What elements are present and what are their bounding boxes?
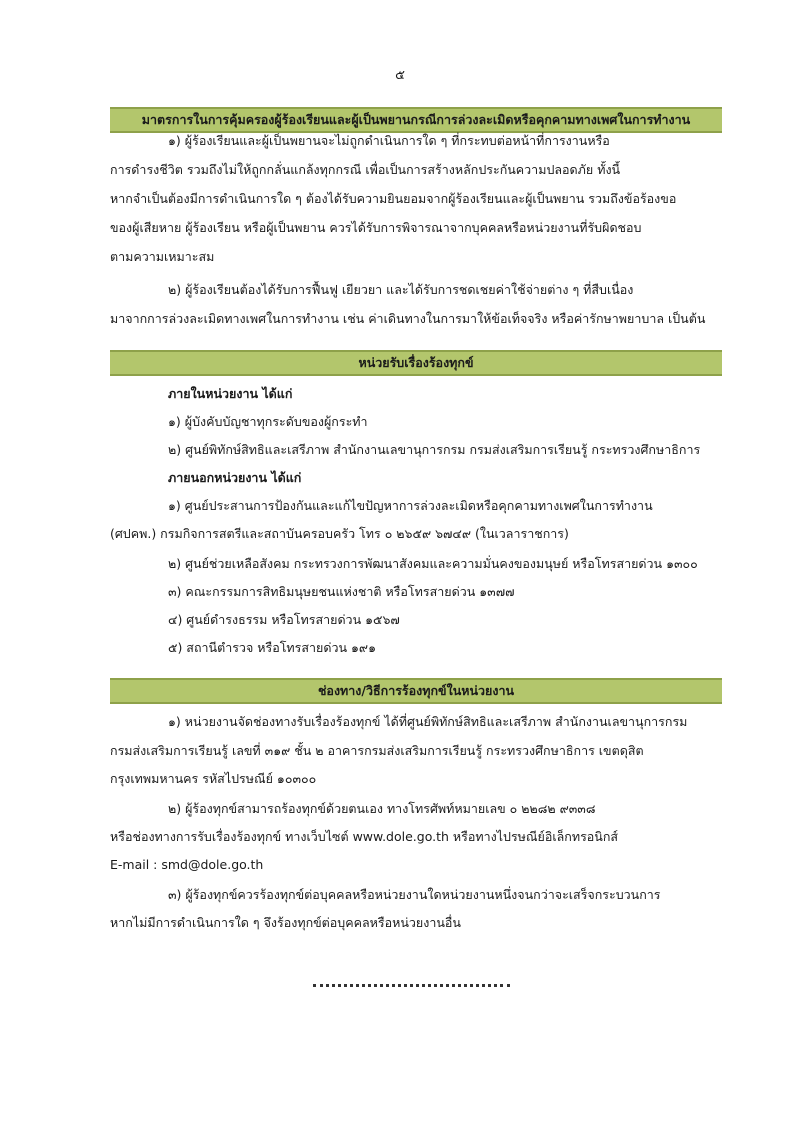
paragraph-line: การดำรงชีวิต รวมถึงไม่ให้ถูกกลั่นแกล้งทุกกรณี เพื่อเป็นการสร้างหลักประกันความปลอดภัย ทั้งนี้ [110, 162, 621, 177]
paragraph-line: ๑) ผู้ร้องเรียนและผู้เป็นพยานจะไม่ถูกดำเนินการใด ๆ ที่กระทบต่อหน้าที่การงานหรือ [168, 133, 610, 148]
email-line: E-mail : smd@dole.go.th [110, 857, 264, 872]
internal-heading: ภายในหน่วยงาน ได้แก่ [168, 386, 293, 401]
paragraph-line: กรุงเทพมหานคร รหัสไปรษณีย์ ๑๐๓๐๐ [110, 771, 317, 786]
list-item: ๑) ผู้บังคับบัญชาทุกระดับของผู้กระทำ [168, 414, 368, 429]
end-divider [313, 984, 510, 987]
paragraph-line: ๑) หน่วยงานจัดช่องทางรับเรื่องร้องทุกข์ ได้ที่ศูนย์พิทักษ์สิทธิและเสรีภาพ สำนักงานเลขานุการกรม [168, 714, 688, 729]
list-item: ๔) ศูนย์ดำรงธรรม หรือโทรสายด่วน ๑๕๖๗ [168, 612, 400, 627]
list-item: ๕) สถานีตำรวจ หรือโทรสายด่วน ๑๙๑ [168, 640, 377, 655]
paragraph-line: กรมส่งเสริมการเรียนรู้ เลขที่ ๓๑๙ ชั้น ๒ อาคารกรมส่งเสริมการเรียนรู้ กระทรวงศึกษาธิการ เขตดุสิต [110, 743, 644, 758]
paragraph-line: ๓) ผู้ร้องทุกข์ควรร้องทุกข์ต่อบุคคลหรือหน่วยงานใดหน่วยงานหนึ่งจนกว่าจะเสร็จกระบวนการ [168, 887, 661, 902]
list-item: ๑) ศูนย์ประสานการป้องกันและแก้ไขปัญหาการล่วงละเมิดหรือคุกคามทางเพศในการทำงาน [168, 498, 653, 513]
external-heading: ภายนอกหน่วยงาน ได้แก่ [168, 470, 302, 485]
section-header-complaint-units: หน่วยรับเรื่องร้องทุกข์ [110, 350, 722, 376]
list-item: ๒) ศูนย์ช่วยเหลือสังคม กระทรวงการพัฒนาสังคมและความมั่นคงของมนุษย์ หรือโทรสายด่วน ๑๓๐๐ [168, 556, 698, 571]
page-number: ๕ [395, 68, 405, 83]
section-header-complaint-channels: ช่องทาง/วิธีการร้องทุกข์ในหน่วยงาน [110, 678, 722, 704]
paragraph-line: ของผู้เสียหาย ผู้ร้องเรียน หรือผู้เป็นพยาน ควรได้รับการพิจารณาจากบุคคลหรือหน่วยงานที่รับผิดชอบ [110, 220, 642, 235]
list-item: ๓) คณะกรรมการสิทธิมนุษยชนแห่งชาติ หรือโทรสายด่วน ๑๓๗๗ [168, 584, 515, 599]
paragraph-line: ตามความเหมาะสม [110, 249, 215, 264]
paragraph-line: ๒) ผู้ร้องเรียนต้องได้รับการฟื้นฟู เยียวยา และได้รับการชดเชยค่าใช้จ่ายต่าง ๆ ที่สืบเนื่อง [168, 282, 634, 297]
paragraph-line: หากจำเป็นต้องมีการดำเนินการใด ๆ ต้องได้รับความยินยอมจากผู้ร้องเรียนและผู้เป็นพยาน รวมถึงข้อร้องขอ [110, 191, 677, 206]
list-item: (ศปคพ.) กรมกิจการสตรีและสถาบันครอบครัว โทร ๐ ๒๖๕๙ ๖๗๔๙ (ในเวลาราชการ) [110, 526, 569, 541]
paragraph-line: ๒) ผู้ร้องทุกข์สามารถร้องทุกข์ด้วยตนเอง ทางโทรศัพท์หมายเลข ๐ ๒๒๘๒ ๙๓๓๘ [168, 801, 596, 816]
paragraph-line: หรือช่องทางการรับเรื่องร้องทุกข์ ทางเว็บไซต์ www.dole.go.th หรือทางไปรษณีย์อิเล็กทรอนิกส์ [110, 829, 619, 844]
paragraph-line: มาจากการล่วงละเมิดทางเพศในการทำงาน เช่น ค่าเดินทางในการมาให้ข้อเท็จจริง หรือค่ารักษาพยาบาล เป็นต้น [110, 311, 706, 326]
section-header-protection-measures: มาตรการในการคุ้มครองผู้ร้องเรียนและผู้เป็นพยานกรณีการล่วงละเมิดหรือคุกคามทางเพศในการทำงาน [110, 107, 722, 133]
list-item: ๒) ศูนย์พิทักษ์สิทธิและเสรีภาพ สำนักงานเลขานุการกรม กรมส่งเสริมการเรียนรู้ กระทรวงศึกษาธิการ [168, 442, 701, 457]
paragraph-line: หากไม่มีการดำเนินการใด ๆ จึงร้องทุกข์ต่อบุคคลหรือหน่วยงานอื่น [110, 915, 461, 930]
